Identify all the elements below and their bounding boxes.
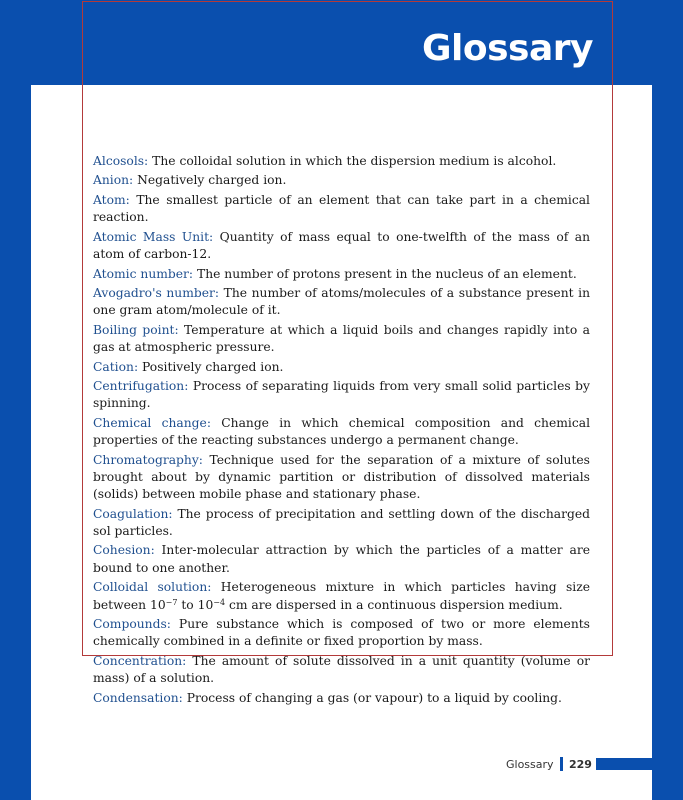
footer-accent-strip [596, 758, 652, 770]
glossary-entry-cohesion [93, 542, 590, 577]
glossary-entry-coagulation [93, 506, 590, 541]
exponent: −7 [165, 597, 178, 607]
page-number: 229 [569, 758, 592, 771]
left-margin-band [0, 0, 31, 800]
glossary-entry-avogadros-number [93, 285, 590, 320]
glossary-definition: The colloidal solution in which the dispersion medium is alcohol. [152, 154, 557, 168]
glossary-term: Condensation: [93, 690, 183, 705]
glossary-entry-centrifugation [93, 378, 590, 413]
glossary-term: Colloidal solution: [93, 580, 212, 595]
glossary-definition: Negatively charged ion. [137, 173, 287, 188]
glossary-definition: Change in which chemical composition and chemical properties of the reacting substances undergo a permanent change. [93, 415, 590, 448]
glossary-term: Alcosols: [93, 154, 149, 168]
glossary-definition: Temperature at which a liquid boils and changes rapidly into a gas at atmospheric pressure. [93, 322, 590, 355]
glossary-term: Atom: [93, 192, 130, 207]
glossary-entry-anion [93, 172, 590, 189]
glossary-entry-atom [93, 192, 590, 227]
glossary-entry-colloidal-solution [93, 579, 590, 614]
glossary-entry-compounds [93, 616, 590, 651]
glossary-definition: The amount of solute dissolved in a unit quantity (volume or mass) of a solution. [93, 653, 590, 686]
glossary-entry-concentration [93, 653, 590, 688]
glossary-definition: Inter-molecular attraction by which the particles of a matter are bound to one another. [93, 543, 590, 575]
exponent: −4 [213, 597, 226, 607]
glossary-definition: The smallest particle of an element that can take part in a chemical reaction. [93, 192, 590, 225]
glossary-term: Chemical change: [93, 415, 211, 430]
glossary-term: Avogadro's number: [93, 286, 220, 301]
glossary-definition: Pure substance which is composed of two or more elements chemically combined in a definite or fixed proportion by mass. [93, 617, 590, 649]
glossary-definition: Quantity of mass equal to one-twelfth of the mass of an atom of carbon-12. [93, 229, 590, 262]
footer-divider [560, 757, 563, 771]
glossary-entry-chemical-change [93, 415, 590, 450]
glossary-definition-part: Heterogeneous mixture in which particles having size between 10 [93, 580, 590, 612]
glossary-entry-atomic-mass-unit [93, 229, 590, 264]
glossary-term: Concentration: [93, 653, 187, 668]
glossary-term: Compounds: [93, 617, 171, 632]
glossary-definition: Process of changing a gas (or vapour) to a liquid by cooling. [186, 690, 562, 705]
glossary-entry-atomic-number [93, 266, 590, 283]
glossary-term: Centrifugation: [93, 379, 189, 394]
glossary-entry-chromatography [93, 452, 590, 504]
glossary-term: Coagulation: [93, 506, 173, 521]
glossary-term: Chromatography: [93, 452, 203, 467]
glossary-definition: The number of protons present in the nucleus of an element. [197, 266, 577, 281]
glossary-list [93, 153, 590, 709]
glossary-definition: The number of atoms/molecules of a substance present in one gram atom/molecule of it. [93, 286, 590, 318]
glossary-definition-part: to 10 [177, 597, 214, 612]
glossary-entry-alcosols [93, 153, 590, 170]
glossary-entry-condensation [93, 690, 590, 707]
glossary-definition: Process of separating liquids from very small solid particles by spinning. [93, 379, 590, 411]
glossary-term: Cohesion: [93, 543, 155, 558]
footer-section-label: Glossary [506, 758, 554, 771]
glossary-definition: The process of precipitation and settling down of the discharged sol particles. [93, 506, 590, 538]
glossary-definition: Technique used for the separation of a mixture of solutes brought about by dynamic partition or distribution of dissolved materials (solids) between mobile phase and stationary phase. [93, 452, 590, 502]
glossary-term: Cation: [93, 359, 139, 374]
glossary-term: Anion: [93, 173, 134, 188]
right-margin-band [652, 0, 683, 800]
glossary-term: Atomic Mass Unit: [93, 229, 214, 244]
page-title: Glossary [422, 28, 593, 69]
glossary-term: Boiling point: [93, 322, 179, 337]
glossary-definition: Positively charged ion. [142, 359, 284, 374]
glossary-entry-cation [93, 359, 590, 376]
glossary-term: Atomic number: [93, 266, 194, 281]
glossary-definition-part: cm are dispersed in a continuous dispersion medium. [225, 597, 563, 612]
glossary-entry-boiling-point [93, 322, 590, 357]
